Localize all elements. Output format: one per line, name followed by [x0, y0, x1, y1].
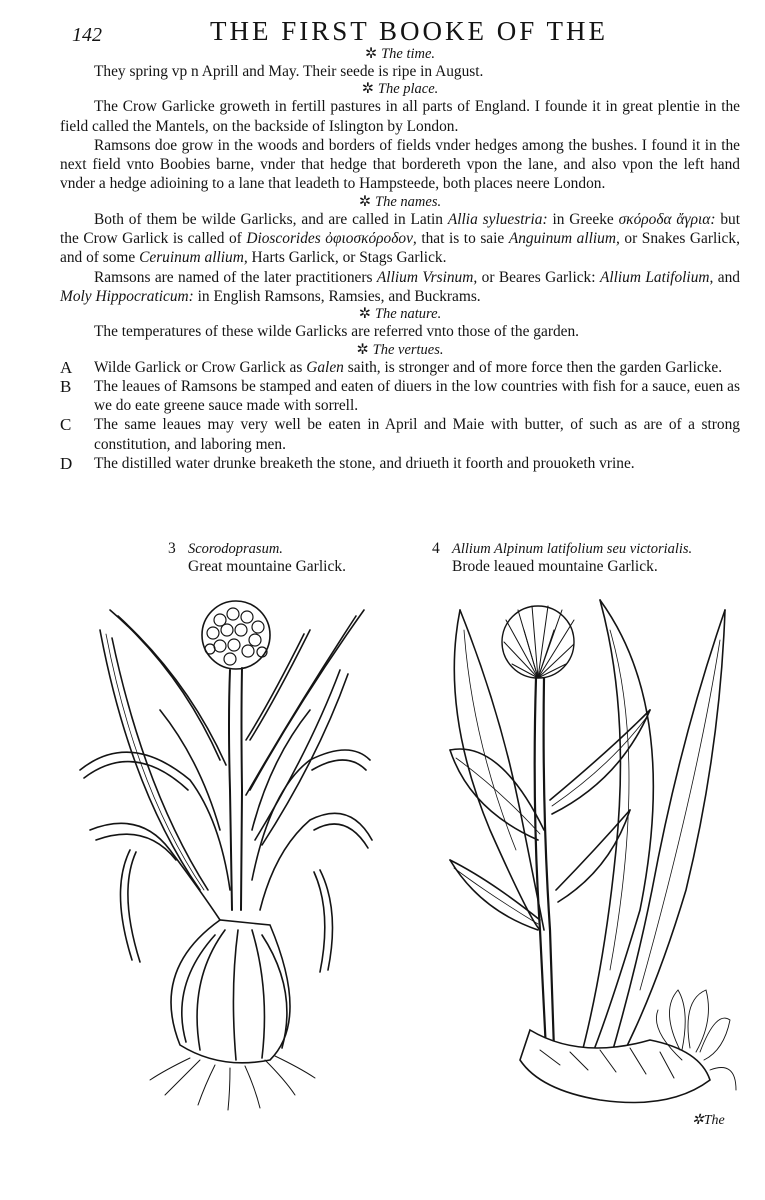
flower-head	[202, 601, 270, 669]
flower-umbel	[502, 606, 574, 678]
body-text	[60, 46, 740, 473]
figure-caption-4	[432, 540, 693, 576]
section-heading-vertues: ✲ The vertues.	[356, 341, 444, 358]
vertue-b: B The leaues of Ramsons be stamped and eaten of diuers in the low countries with fish for a sauce, euen as we do eate greene sauce made with sorrell.	[60, 376, 740, 415]
margin-letter: D	[60, 454, 73, 474]
names-paragraph-1: Both of them be wilde Garlicks, and are called in Latin Allia syluestria: in Greeke σκόροδα ἄγρια: but the Crow Garlick is called of Dioscorides ὀφιοσκόροδον, that is to saie Anguinum allium, or Snakes Garlick, and of some Ceruinum allium, Harts Garlick, or Stags Garlick.	[60, 210, 740, 267]
figure-latin-name: Allium Alpinum latifolium seu victorialis.	[452, 541, 693, 557]
vertue-a: A Wilde Garlick or Crow Garlick as Galen saith, is stronger and of more force then the garden Garlicke.	[60, 357, 723, 377]
figure-latin-name: Scorodoprasum.	[188, 541, 283, 557]
asterisk-icon: ✲	[358, 193, 372, 210]
place-paragraph-2: Ramsons doe grow in the woods and borders of fields vnder hedges among the bushes. I found it in the next field vnto Boobies barne, vnder that hedge that bordereth vpon the lane, and also vpon the left hand vnder a hedge adioining to a lane that leadeth to Hampsteede, both places neere London.	[60, 136, 740, 193]
figure-number: 4	[432, 540, 440, 557]
asterisk-icon: ✲	[364, 46, 378, 62]
catchword: ✲The	[692, 1113, 725, 1128]
margin-letter: C	[60, 415, 72, 435]
asterisk-icon: ✲	[358, 306, 371, 323]
running-head	[0, 16, 765, 50]
page-number: 142	[72, 24, 102, 46]
vertue-c: C The same leaues may very well be eaten in April and Maie with butter, of such as are of a strong constitution, and laboring men.	[60, 415, 740, 453]
figure-english-name: Great mountaine Garlick.	[188, 558, 346, 575]
woodcut-great-mountaine-garlick	[70, 590, 390, 1120]
place-paragraph-1: The Crow Garlicke groweth in fertill pastures in all parts of England. I founde it in great plentie in the field called the Mantels, on the backside of Islington by London.	[60, 98, 740, 135]
figure-english-name: Brode leaued mountaine Garlick.	[452, 558, 658, 575]
nature-paragraph: The temperatures of these wilde Garlicks are referred vnto those of the garden.	[94, 323, 580, 341]
section-heading-nature: ✲ The nature.	[358, 306, 442, 323]
figure-number: 3	[168, 540, 176, 557]
margin-letter: A	[60, 357, 73, 377]
woodcut-brode-leaued-mountaine-garlick	[420, 590, 740, 1120]
section-heading-time: ✲ The time.	[364, 46, 436, 62]
section-heading-names: ✲ The names.	[358, 193, 442, 210]
asterisk-icon: ✲	[361, 81, 374, 98]
vertue-d: D The distilled water drunke breaketh the stone, and driueth it foorth and prouoketh vrine.	[60, 454, 635, 474]
roots	[150, 1056, 315, 1110]
time-paragraph: They spring vp n Aprill and May. Their seede is ripe in August.	[94, 63, 484, 80]
asterisk-icon: ✲	[356, 341, 369, 358]
names-paragraph-2: Ramsons are named of the later practitioners Allium Vrsinum, or Beares Garlick: Allium Latifolium, and Moly Hippocraticum: in English Ramsons, Ramsies, and Buckrams.	[60, 268, 740, 305]
figure-caption-3	[168, 540, 346, 576]
margin-letter: B	[60, 376, 72, 396]
section-heading-place: ✲ The place.	[361, 81, 439, 98]
book-title: THE FIRST BOOKE OF THE	[210, 16, 609, 46]
bulb	[171, 920, 290, 1063]
asterisk-icon: ✲	[692, 1113, 704, 1128]
